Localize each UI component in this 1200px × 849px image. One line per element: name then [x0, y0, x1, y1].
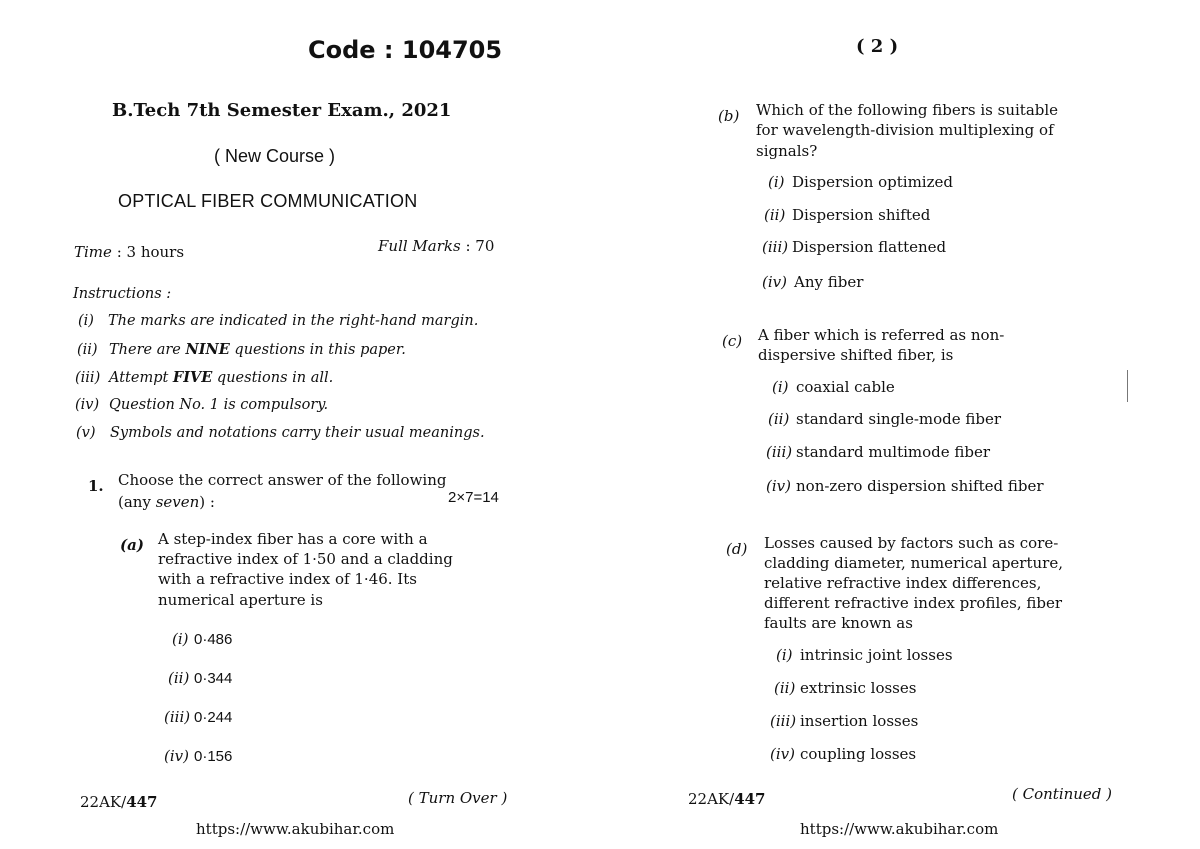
instruction-text: The marks are indicated in the right-hand margin. — [108, 313, 479, 329]
right-exam-page — [600, 0, 1200, 849]
option-number: (i) — [776, 646, 793, 664]
subquestion-a-line: refractive index of 1·50 and a cladding — [158, 550, 453, 568]
question-1-marks: 2×7=14 — [448, 489, 499, 506]
option-number: (ii) — [774, 679, 796, 697]
instruction-number: (i) — [78, 313, 94, 329]
subquestion-d-line: faults are known as — [764, 614, 913, 632]
answer-option — [770, 745, 916, 763]
footer-code-prefix: 22AK/ — [688, 790, 735, 808]
option-text: Any fiber — [794, 273, 864, 291]
answer-option — [772, 378, 895, 396]
full-marks — [378, 237, 494, 255]
question-1-subtext-part: (any — [118, 493, 156, 511]
option-text: Dispersion shifted — [792, 206, 931, 224]
instruction-text: Symbols and notations carry their usual meanings. — [110, 425, 485, 441]
subquestion-d-line: different refractive index profiles, fiber — [764, 594, 1063, 612]
subquestion-c-line: dispersive shifted fiber, is — [758, 346, 954, 364]
source-url: https://www.akubihar.com — [800, 820, 999, 838]
subquestion-a-line: A step-index fiber has a core with a — [158, 530, 428, 548]
subquestion-b-line: for wavelength-division multiplexing of — [756, 121, 1054, 139]
option-number: (iv) — [164, 747, 189, 765]
option-number: (ii) — [764, 206, 786, 224]
instruction-number: (v) — [76, 425, 96, 441]
subquestion-c-line: A fiber which is referred as non- — [758, 326, 1005, 344]
instruction-text-part: questions in this paper. — [229, 342, 406, 358]
option-text: non-zero dispersion shifted fiber — [796, 477, 1044, 495]
instruction-item — [76, 425, 485, 441]
time-value: : 3 hours — [116, 243, 185, 261]
option-text: 0·244 — [194, 709, 233, 726]
answer-option — [764, 206, 930, 224]
option-text: standard single-mode fiber — [796, 410, 1002, 428]
turn-over-note: ( Turn Over ) — [408, 789, 508, 807]
subquestion-label: (a) — [120, 536, 144, 554]
answer-option — [766, 477, 1044, 495]
option-number: (iii) — [770, 712, 797, 730]
option-text: 0·156 — [194, 748, 233, 765]
subquestion-a-line: with a refractive index of 1·46. Its — [158, 570, 417, 588]
option-text: extrinsic losses — [800, 679, 917, 697]
subquestion-d-line: Losses caused by factors such as core- — [764, 534, 1059, 552]
answer-option — [164, 708, 232, 726]
question-1-text: Choose the correct answer of the following — [118, 471, 447, 489]
marks-value: : 70 — [465, 237, 495, 255]
answer-option — [164, 747, 232, 765]
answer-option — [770, 712, 918, 730]
subquestion-b-line: signals? — [756, 142, 818, 160]
subquestion-label: (c) — [722, 332, 743, 350]
page-number: ( 2 ) — [856, 36, 899, 57]
option-number: (iii) — [762, 238, 789, 256]
answer-option — [768, 173, 953, 191]
answer-option — [776, 646, 953, 664]
option-number: (i) — [172, 630, 189, 648]
option-number: (iv) — [762, 273, 787, 291]
option-number: (ii) — [168, 669, 190, 687]
question-1-subtext-part: ) : — [199, 493, 215, 511]
left-exam-page — [0, 0, 590, 849]
option-text: standard multimode fiber — [796, 443, 991, 461]
footer-code-number: 447 — [734, 790, 766, 808]
scan-margin-mark — [1127, 370, 1128, 402]
marks-label: Full Marks — [378, 237, 461, 255]
option-text: Dispersion flattened — [792, 238, 947, 256]
question-number: 1. — [88, 477, 104, 495]
course-type: ( New Course ) — [214, 146, 336, 166]
instruction-number: (iii) — [75, 370, 101, 386]
footer-code — [688, 790, 766, 808]
instruction-emphasis: NINE — [185, 341, 230, 358]
answer-option — [766, 443, 990, 461]
option-number: (iii) — [164, 708, 191, 726]
instruction-item — [75, 369, 333, 386]
option-text: insertion losses — [800, 712, 919, 730]
option-text: 0·486 — [194, 631, 233, 648]
subject-title: OPTICAL FIBER COMMUNICATION — [118, 191, 418, 211]
footer-code-prefix: 22AK/ — [80, 793, 127, 811]
subquestion-d-line: cladding diameter, numerical aperture, — [764, 554, 1063, 572]
answer-option — [172, 630, 232, 648]
option-text: 0·344 — [194, 670, 233, 687]
source-url: https://www.akubihar.com — [196, 820, 395, 838]
continued-note: ( Continued ) — [1012, 785, 1113, 803]
answer-option — [762, 238, 946, 256]
instruction-number: (iv) — [75, 397, 100, 413]
option-number: (iv) — [770, 745, 795, 763]
instruction-item — [75, 397, 328, 413]
subquestion-a-line: numerical aperture is — [158, 591, 323, 609]
instruction-item — [78, 313, 478, 329]
option-number: (i) — [772, 378, 789, 396]
subquestion-label: (d) — [726, 540, 748, 558]
option-text: coupling losses — [800, 745, 917, 763]
subquestion-d-line: relative refractive index differences, — [764, 574, 1042, 592]
answer-option — [774, 679, 916, 697]
answer-option — [768, 410, 1001, 428]
option-text: intrinsic joint losses — [800, 646, 953, 664]
option-number: (iv) — [766, 477, 791, 495]
option-number: (i) — [768, 173, 785, 191]
question-1-subtext — [118, 492, 215, 512]
exam-title: B.Tech 7th Semester Exam., 2021 — [112, 100, 452, 121]
footer-code-number: 447 — [126, 793, 158, 811]
time-allowed — [74, 243, 184, 261]
option-number: (ii) — [768, 410, 790, 428]
time-label: Time — [74, 243, 112, 261]
paper-code: Code : 104705 — [308, 36, 503, 64]
option-text: coaxial cable — [796, 378, 895, 396]
option-text: Dispersion optimized — [792, 173, 953, 191]
instruction-text-part: There are — [109, 342, 186, 358]
subquestion-b-line: Which of the following fibers is suitable — [756, 101, 1059, 119]
answer-option — [168, 669, 232, 687]
instruction-text: Question No. 1 is compulsory. — [109, 397, 329, 413]
instruction-item — [77, 341, 406, 358]
answer-option — [762, 273, 863, 291]
instructions-heading: Instructions : — [73, 286, 172, 302]
instruction-text-part: Attempt — [109, 370, 173, 386]
instruction-number: (ii) — [77, 342, 98, 358]
footer-code — [80, 793, 158, 811]
subquestion-label: (b) — [718, 107, 740, 125]
instruction-emphasis: FIVE — [172, 369, 213, 386]
instruction-text-part: questions in all. — [212, 370, 334, 386]
question-1-subtext-emphasis: seven — [155, 493, 200, 511]
option-number: (iii) — [766, 443, 793, 461]
